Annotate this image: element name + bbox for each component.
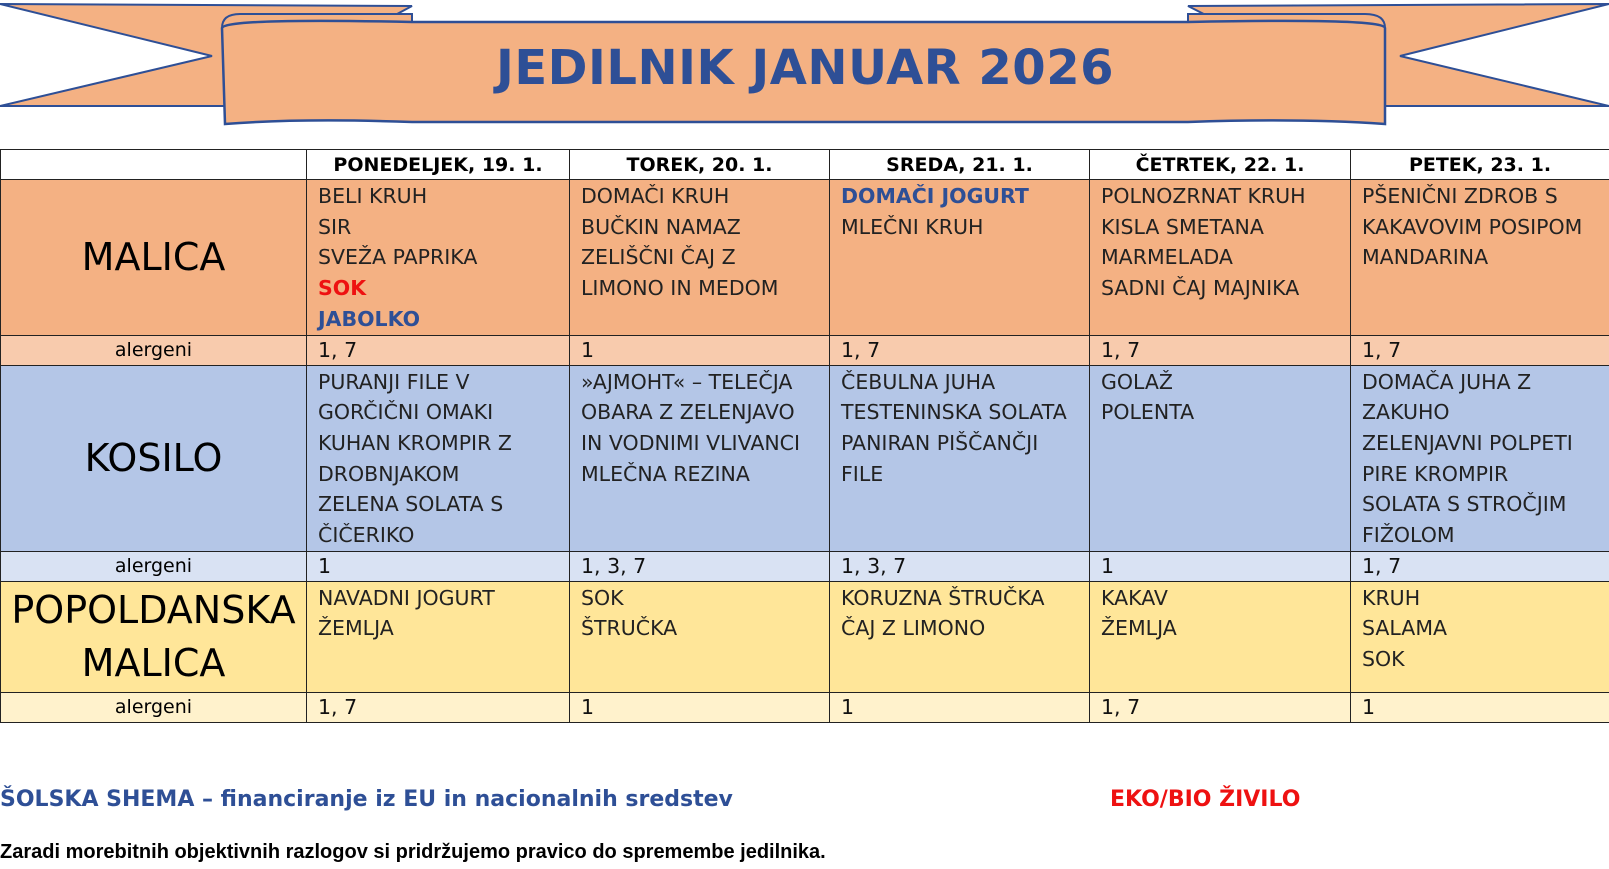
allergen-cell: 1 bbox=[307, 551, 570, 581]
dish-item: MLEČNA REZINA bbox=[581, 461, 750, 486]
dish-item: ZELENA SOLATA S bbox=[318, 492, 504, 517]
dish-item: ČAJ Z LIMONO bbox=[841, 616, 986, 641]
dish-cell bbox=[1090, 365, 1351, 551]
dish-item: SOK bbox=[318, 276, 367, 301]
dish-item: POLENTA bbox=[1101, 400, 1195, 425]
meal-row bbox=[1, 180, 1609, 336]
dish-item: DOMAČA JUHA Z bbox=[1362, 369, 1532, 394]
dish-item: TESTENINSKA SOLATA bbox=[841, 400, 1067, 425]
dish-item: MARMELADA bbox=[1101, 245, 1233, 270]
dish-item: KISLA SMETANA bbox=[1101, 214, 1264, 239]
dish-cell bbox=[1090, 180, 1351, 336]
allergen-cell: 1 bbox=[1351, 692, 1609, 722]
day-header: TOREK, 20. 1. bbox=[570, 150, 830, 180]
dish-item: NAVADNI JOGURT bbox=[318, 585, 495, 610]
allergen-cell: 1, 7 bbox=[1351, 335, 1609, 365]
dish-item: PŠENIČNI ZDROB S bbox=[1362, 184, 1558, 208]
allergen-cell: 1, 7 bbox=[307, 692, 570, 722]
dish-item: KAKAV bbox=[1101, 585, 1168, 610]
dish-item: DOMAČI KRUH bbox=[581, 184, 730, 208]
dish-cell bbox=[830, 180, 1090, 336]
dish-item: ZELENJAVNI POLPETI bbox=[1362, 430, 1573, 455]
dish-item: BELI KRUH bbox=[318, 184, 428, 208]
allergen-cell: 1 bbox=[830, 692, 1090, 722]
dish-item: SALAMA bbox=[1362, 616, 1448, 641]
dish-item: IN VODNIMI VLIVANCI bbox=[581, 430, 801, 455]
dish-item: ŠTRUČKA bbox=[581, 616, 678, 641]
allergen-cell: 1, 3, 7 bbox=[830, 551, 1090, 581]
dish-item: ŽEMLJA bbox=[318, 616, 394, 641]
dish-item: ČIČERIKO bbox=[318, 523, 415, 548]
allergen-row bbox=[1, 335, 1609, 365]
school-scheme-legend: ŠOLSKA SHEMA – financiranje iz EU in nacionalnih sredstev bbox=[0, 787, 733, 812]
day-header: PONEDELJEK, 19. 1. bbox=[307, 150, 570, 180]
day-header: PETEK, 23. 1. bbox=[1351, 150, 1609, 180]
dish-cell bbox=[1090, 581, 1351, 692]
allergen-row bbox=[1, 692, 1609, 722]
allergen-cell: 1, 7 bbox=[1090, 692, 1351, 722]
day-header: SREDA, 21. 1. bbox=[830, 150, 1090, 180]
dish-item: FILE bbox=[841, 461, 884, 486]
day-header: ČETRTEK, 22. 1. bbox=[1090, 150, 1351, 180]
dish-item: MANDARINA bbox=[1362, 245, 1489, 270]
dish-item: SVEŽA PAPRIKA bbox=[318, 245, 478, 270]
dish-item: GOLAŽ bbox=[1101, 369, 1173, 394]
dish-cell bbox=[307, 180, 570, 336]
dish-item: ŽEMLJA bbox=[1101, 616, 1177, 641]
allergen-row bbox=[1, 551, 1609, 581]
meal-row bbox=[1, 365, 1609, 551]
meal-label-line: MALICA bbox=[81, 640, 226, 685]
allergen-label: alergeni bbox=[1, 335, 307, 365]
dish-item: SOK bbox=[1362, 647, 1405, 672]
dish-cell bbox=[570, 365, 830, 551]
meal-label bbox=[1, 581, 307, 692]
dish-item: JABOLKO bbox=[318, 306, 420, 331]
allergen-cell: 1, 7 bbox=[307, 335, 570, 365]
disclaimer-note: Zaradi morebitnih objektivnih razlogov si pridržujemo pravico do spremembe jedilnika. bbox=[0, 841, 826, 863]
allergen-cell: 1, 3, 7 bbox=[570, 551, 830, 581]
page-title: JEDILNIK JANUAR 2026 bbox=[496, 40, 1114, 96]
dish-item: KUHAN KROMPIR Z bbox=[318, 430, 512, 455]
meal-label-line: POPOLDANSKA bbox=[11, 587, 296, 632]
allergen-cell: 1, 7 bbox=[1090, 335, 1351, 365]
allergen-cell: 1 bbox=[1090, 551, 1351, 581]
allergen-label: alergeni bbox=[1, 551, 307, 581]
dish-item: LIMONO IN MEDOM bbox=[581, 276, 779, 301]
meal-label: KOSILO bbox=[1, 365, 307, 551]
dish-item: DOMAČI JOGURT bbox=[841, 184, 1029, 208]
allergen-cell: 1 bbox=[570, 335, 830, 365]
dish-item: FIŽOLOM bbox=[1362, 523, 1455, 548]
dish-item: SOK bbox=[581, 585, 624, 610]
dish-item: PURANJI FILE V bbox=[318, 369, 470, 394]
dish-cell bbox=[1351, 365, 1609, 551]
dish-cell bbox=[307, 365, 570, 551]
dish-cell bbox=[307, 581, 570, 692]
allergen-cell: 1, 7 bbox=[1351, 551, 1609, 581]
dish-item: PIRE KROMPIR bbox=[1362, 461, 1509, 486]
dish-item: ZAKUHO bbox=[1362, 400, 1450, 425]
dish-item: ZELIŠČNI ČAJ Z bbox=[581, 245, 736, 270]
dish-item: MLEČNI KRUH bbox=[841, 214, 984, 239]
eko-bio-legend: EKO/BIO ŽIVILO bbox=[1110, 787, 1301, 812]
dish-item: SOLATA S STROČJIM bbox=[1362, 492, 1567, 517]
allergen-cell: 1 bbox=[570, 692, 830, 722]
dish-cell bbox=[1351, 581, 1609, 692]
allergen-label: alergeni bbox=[1, 692, 307, 722]
dish-item: KRUH bbox=[1362, 585, 1421, 610]
dish-item: DROBNJAKOM bbox=[318, 461, 460, 486]
dish-cell bbox=[1351, 180, 1609, 336]
header-row bbox=[1, 150, 1609, 180]
header-empty-cell bbox=[1, 150, 307, 180]
meal-label: MALICA bbox=[1, 180, 307, 336]
dish-item: BUČKIN NAMAZ bbox=[581, 214, 741, 239]
dish-cell bbox=[830, 581, 1090, 692]
dish-cell bbox=[570, 180, 830, 336]
dish-item: »AJMOHT« – TELEČJA bbox=[581, 369, 793, 394]
dish-item: ČEBULNA JUHA bbox=[841, 369, 996, 394]
dish-item: POLNOZRNAT KRUH bbox=[1101, 184, 1306, 208]
dish-cell bbox=[830, 365, 1090, 551]
allergen-cell: 1, 7 bbox=[830, 335, 1090, 365]
dish-item: PANIRAN PIŠČANČJI bbox=[841, 430, 1039, 455]
dish-cell bbox=[570, 581, 830, 692]
dish-item: KORUZNA ŠTRUČKA bbox=[841, 585, 1045, 610]
dish-item: SADNI ČAJ MAJNIKA bbox=[1101, 276, 1300, 301]
dish-item: KAKAVOVIM POSIPOM bbox=[1362, 214, 1583, 239]
meal-row bbox=[1, 581, 1609, 692]
menu-table bbox=[0, 149, 1609, 723]
dish-item: GORČIČNI OMAKI bbox=[318, 400, 494, 425]
dish-item: SIR bbox=[318, 214, 352, 239]
dish-item: OBARA Z ZELENJAVO bbox=[581, 400, 795, 425]
